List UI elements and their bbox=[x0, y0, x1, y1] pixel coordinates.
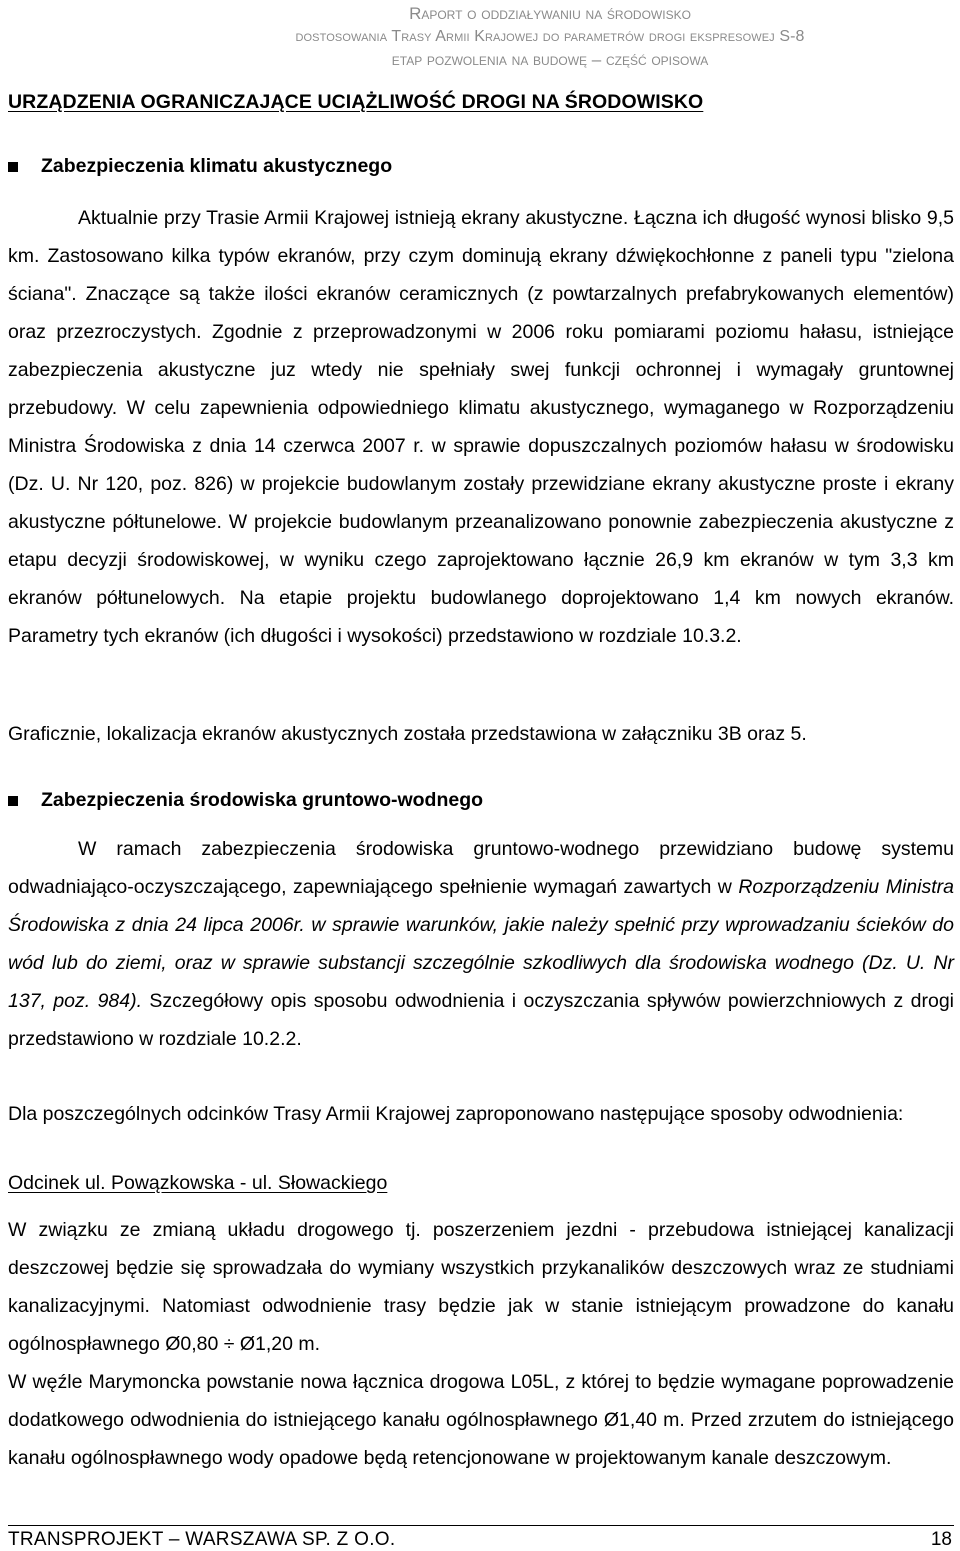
paragraph-acoustic-2 bbox=[8, 719, 954, 749]
paragraph-text: Dla poszczególnych odcinków Trasy Armii Krajowej zaproponowano następujące sposoby odwodnienia: bbox=[8, 1103, 904, 1125]
paragraph-groundwater-1 bbox=[8, 830, 954, 1058]
main-heading: URZĄDZENIA OGRANICZAJĄCE UCIĄŻLIWOŚĆ DROGI NA ŚRODOWISKO bbox=[8, 91, 704, 113]
regulation-citation: Rozporządzeniu Ministra Środowiska z dnia 24 lipca 2006r. w sprawie warunków, jakie należy spełnić przy wprowadzaniu ścieków do wód lub do ziemi, oraz w sprawie substancji szczególnie szkodliwych dla środowiska wodnego (Dz. U. Nr 137, poz. 984). bbox=[8, 876, 954, 1012]
paragraph-text: W związku ze zmianą układu drogowego tj. poszerzeniem jezdni - przebudowa istniejącej kanalizacji deszczowej będzie się sprowadzała do wymiany wszystkich przykanalików deszczowych wraz ze studniami kanalizacyjnymi. Natomiast odwodnienie trasy będzie jak w stanie istniejącym prowadzone do kanału ogólnospławnego Ø0,80 ÷ Ø1,20 m. bbox=[8, 1219, 954, 1355]
bullet-square-icon bbox=[8, 796, 18, 806]
header-line-2: dostosowania Trasy Armii Krajowej do parametrów drogi ekspresowej S-8 bbox=[295, 28, 805, 45]
paragraph-acoustic-1 bbox=[8, 199, 954, 655]
section-title: Zabezpieczenia środowiska gruntowo-wodnego bbox=[41, 789, 484, 811]
running-header bbox=[270, 2, 830, 71]
footer-divider bbox=[8, 1525, 954, 1526]
section-heading-groundwater bbox=[8, 789, 483, 812]
subheading-segment: Odcinek ul. Powązkowska - ul. Słowackiego bbox=[8, 1172, 388, 1194]
paragraph-text: W węźle Marymoncka powstanie nowa łącznica drogowa L05L, z której to będzie wymagane poprowadzenie dodatkowego odwodnienia do istniejącego kanału ogólnospławnego Ø1,40 m. Przed zrzutem do istniejącego kanału ogólnospławnego wody opadowe będą retencjonowane w projektowanym kanale deszczowym. bbox=[8, 1371, 954, 1469]
section-heading-acoustic bbox=[8, 155, 392, 178]
footer-page-number: 18 bbox=[930, 1529, 952, 1550]
paragraph-text: Aktualnie przy Trasie Armii Krajowej istnieją ekrany akustyczne. Łączna ich długość wynosi blisko 9,5 km. Zastosowano kilka typów ekranów, przy czym dominują ekrany dźwiękochłonne z paneli typu "zielona ściana". Znaczące są także ilości ekranów ceramicznych (z powtarzalnych prefabrykowanych elementów) oraz przezroczystych. Zgodnie z przeprowadzonymi w 2006 roku pomiarami poziomu hałasu, istniejące zabezpieczenia akustyczne juz wtedy nie spełniały swej funkcji ochronnej i wymagały gruntownej przebudowy. W celu zapewnienia odpowiedniego klimatu akustycznego, wymaganego w Rozporządzeniu Ministra Środowiska z dnia 14 czerwca 2007 r. w sprawie dopuszczalnych poziomów hałasu w środowisku (Dz. U. Nr 120, poz. 826) w projekcie budowlanym zostały przewidziane ekrany akustyczne proste i ekrany akustyczne półtunelowe. W projekcie budowlanym przeanalizowano ponownie zabezpieczenia akustyczne z etapu decyzji środowiskowej, w wyniku czego zaprojektowano łącznie 26,9 km ekranów w tym 3,3 km ekranów półtunelowych. Na etapie projektu budowlanego doprojektowano 1,4 km nowych ekranów. Parametry tych ekranów (ich długości i wysokości) przedstawiono w rozdziale 10.3.2. bbox=[8, 207, 954, 647]
paragraph-groundwater-3 bbox=[8, 1211, 954, 1363]
paragraph-text: Szczegółowy opis sposobu odwodnienia i oczyszczania spływów powierzchniowych z drogi przedstawiono w rozdziale 10.2.2. bbox=[8, 990, 955, 1050]
section-title: Zabezpieczenia klimatu akustycznego bbox=[41, 155, 393, 177]
paragraph-groundwater-2 bbox=[8, 1095, 954, 1133]
paragraph-text: Graficznie, lokalizacja ekranów akustycznych została przedstawiona w załączniku 3B oraz 5. bbox=[8, 723, 807, 745]
footer-company: TRANSPROJEKT – WARSZAWA SP. Z O.O. bbox=[8, 1529, 396, 1550]
header-line-3: etap pozwolenia na budowę – część opisowa bbox=[391, 50, 709, 69]
paragraph-groundwater-4 bbox=[8, 1363, 954, 1477]
header-line-1: Raport o oddziaływaniu na środowisko bbox=[409, 4, 691, 23]
paragraph-text: W ramach zabezpieczenia środowiska gruntowo-wodnego przewidziano budowę systemu odwadniająco-oczyszczającego, zapewniającego spełnienie wymagań zawartych w bbox=[8, 838, 954, 898]
bullet-square-icon bbox=[8, 162, 18, 172]
